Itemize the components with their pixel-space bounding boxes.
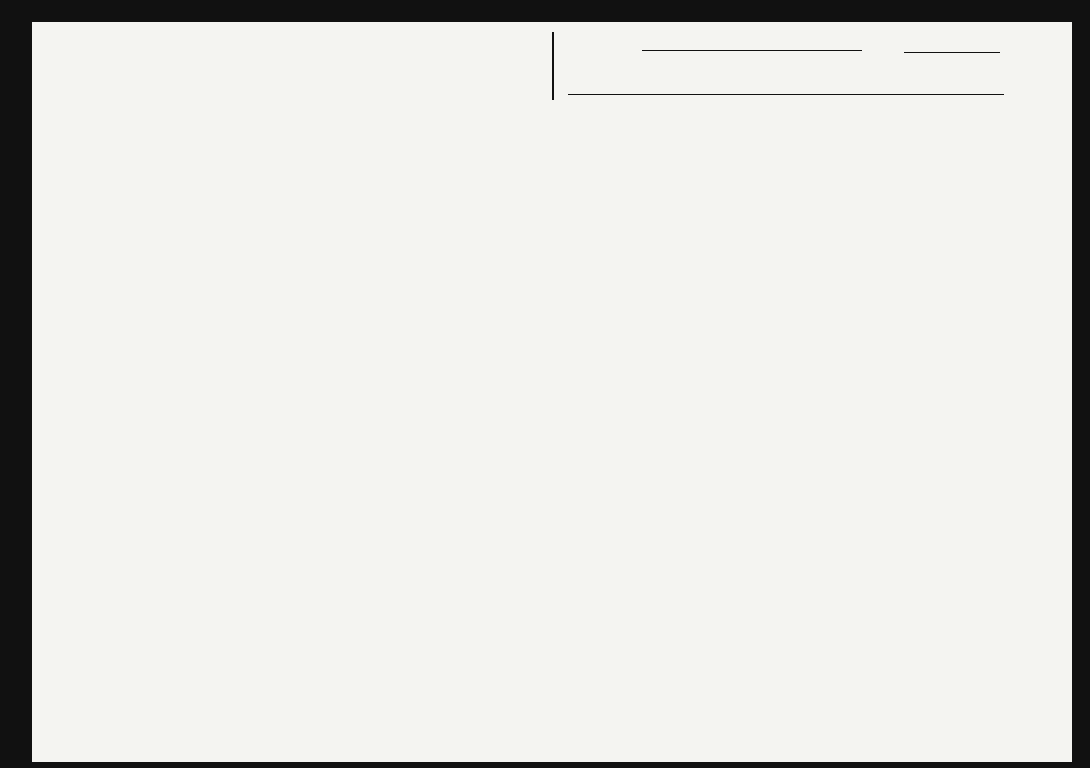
census-form-sheet	[32, 22, 1072, 762]
header-divider	[552, 32, 554, 100]
province-value	[904, 52, 1000, 53]
wijk-underline	[568, 94, 1004, 95]
gemeente-value	[642, 50, 862, 51]
